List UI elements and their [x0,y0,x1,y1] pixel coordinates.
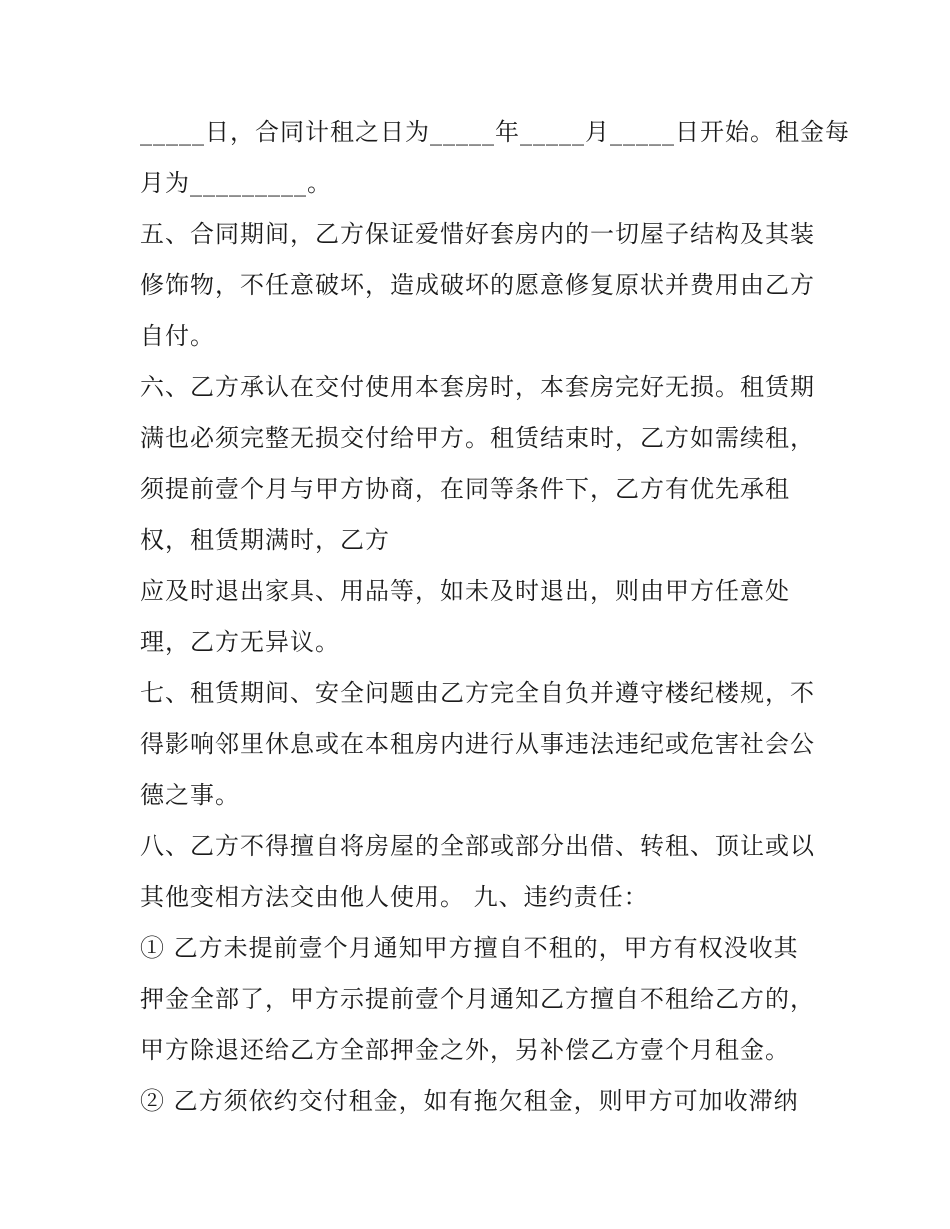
text-line: 八、乙方不得擅自将房屋的全部或部分出借、转租、顶让或以 [140,832,815,860]
text-line: ② 乙方须依约交付租金，如有拖欠租金，则甲方可加收滞纳 [140,1087,799,1115]
text-line: 其他变相方法交由他人使用。 九、违约责任： [140,883,649,911]
contract-text-body [140,107,850,1127]
text-line: 理，乙方无异议。 [140,628,340,656]
text-line: _____日，合同计租之日为_____年_____月_____日开始。租金每 [140,118,850,146]
text-line: 得影响邻里休息或在本租房内进行从事违法违纪或危害社会公 [140,730,815,758]
text-line: 权，租赁期满时，乙方 [140,526,390,554]
text-line: 满也必须完整无损交付给甲方。租赁结束时，乙方如需续租， [140,424,815,452]
text-line: 五、合同期间，乙方保证爱惜好套房内的一切屋子结构及其装 [140,220,815,248]
text-line: 七、租赁期间、安全问题由乙方完全自负并遵守楼纪楼规，不 [140,679,815,707]
text-line: 应及时退出家具、用品等，如未及时退出，则由甲方任意处 [140,577,790,605]
text-line: 自付。 [140,322,215,350]
text-line: 押金全部了，甲方示提前壹个月通知乙方擅自不租给乙方的， [140,985,815,1013]
text-line: ① 乙方未提前壹个月通知甲方擅自不租的，甲方有权没收其 [140,934,799,962]
text-line: 修饰物，不任意破坏，造成破坏的愿意修复原状并费用由乙方 [140,271,815,299]
text-line: 六、乙方承认在交付使用本套房时，本套房完好无损。租赁期 [140,373,815,401]
text-line: 甲方除退还给乙方全部押金之外，另补偿乙方壹个月租金。 [140,1036,790,1064]
text-line: 德之事。 [140,781,240,809]
text-line: 须提前壹个月与甲方协商，在同等条件下，乙方有优先承租 [140,475,790,503]
text-line: 月为_________。 [140,169,332,197]
